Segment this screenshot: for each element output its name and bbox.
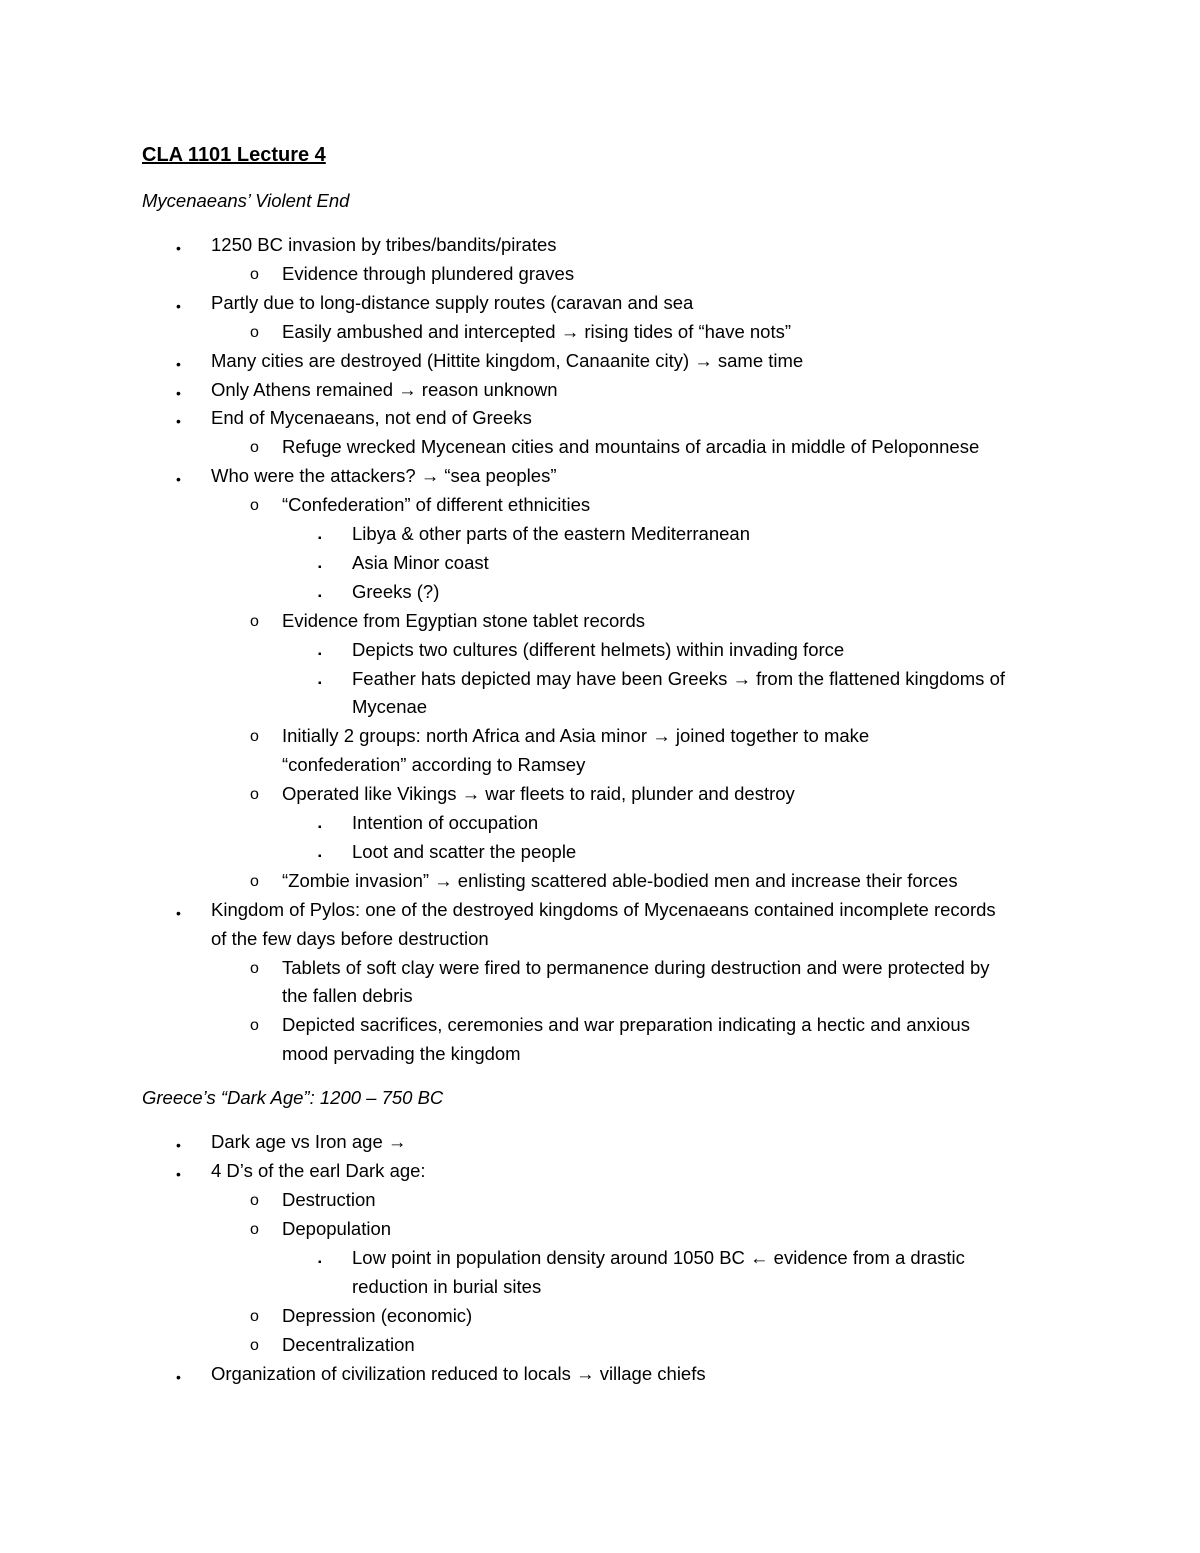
bullet-marker: • (176, 240, 181, 256)
list-item-text: Libya & other parts of the eastern Mediterranean (352, 523, 750, 544)
list-item-text: Who were the attackers? → “sea peoples” (211, 465, 557, 487)
bullet-marker: o (250, 872, 259, 890)
bullet-marker: o (250, 265, 259, 283)
list-item-text: the fallen debris (282, 985, 413, 1007)
bullet-marker: • (176, 1369, 181, 1385)
document-title: CLA 1101 Lecture 4 (142, 144, 326, 166)
list-item-text: Initially 2 groups: north Africa and Asia minor → joined together to make (282, 725, 870, 747)
section-heading-mycenaeans: Mycenaeans’ Violent End (142, 190, 350, 211)
bullet-marker: ▪ (318, 590, 322, 602)
list-item-text: “confederation” according to Ramsey (282, 754, 586, 776)
list-item-text: Only Athens remained → reason unknown (211, 378, 558, 400)
bullet-marker: ▪ (318, 1257, 322, 1268)
list-item-text: Evidence through plundered graves (282, 262, 575, 284)
list-item-text: Easily ambushed and intercepted → rising tides of “have nots” (282, 320, 792, 342)
list-item-text: Dark age vs Iron age → (211, 1131, 407, 1152)
list-item-text: “Zombie invasion” → enlisting scattered able-bodied men and increase their forces (282, 869, 958, 891)
bullet-marker: ▪ (318, 561, 322, 573)
list-item-text: Loot and scatter the people (352, 840, 577, 862)
list-item-text: Partly due to long-distance supply routes (caravan and sea (211, 291, 694, 313)
bullet-marker: o (250, 1308, 259, 1325)
list-item-text: Depicts two cultures (different helmets) within invading force (352, 638, 845, 660)
bullet-marker: ▪ (318, 677, 322, 689)
bullet-marker: • (176, 471, 181, 488)
list-item-text: reduction in burial sites (352, 1276, 542, 1297)
list-item-text: Tablets of soft clay were fired to permanence during destruction and were protected by (282, 956, 990, 978)
list-item-text: Intention of occupation (352, 812, 539, 833)
bullet-marker: • (176, 1166, 181, 1182)
bullet-marker: o (250, 323, 259, 341)
bullet-marker: • (176, 904, 181, 921)
bullet-marker: o (250, 1192, 259, 1209)
list-item-text: Kingdom of Pylos: one of the destroyed kingdoms of Mycenaeans contained incomplete records (211, 898, 996, 920)
bullet-marker: ▪ (318, 533, 322, 544)
list-item-text: Depression (economic) (282, 1305, 473, 1326)
list-item-text: Destruction (282, 1189, 376, 1210)
bullet-marker: • (176, 1137, 181, 1153)
bullet-marker: o (250, 497, 259, 515)
bullet-marker: o (250, 1337, 259, 1354)
bullet-marker: o (250, 439, 259, 457)
bullet-marker: • (176, 355, 181, 372)
list-item-text: Asia Minor coast (352, 551, 489, 573)
bullet-marker: • (176, 297, 181, 314)
list-item-text: of the few days before destruction (211, 927, 489, 949)
list-item-text: End of Mycenaeans, not end of Greeks (211, 407, 532, 429)
list-item-text: Feather hats depicted may have been Greeks → from the flattened kingdoms of (352, 667, 1005, 689)
list-item-text: 4 D’s of the earl Dark age: (211, 1160, 426, 1181)
list-item-text: Organization of civilization reduced to locals → village chiefs (211, 1363, 706, 1384)
bullet-marker: ▪ (318, 648, 322, 660)
bullet-marker: o (250, 1017, 259, 1035)
bullet-marker: o (250, 959, 259, 977)
list-item-text: Depicted sacrifices, ceremonies and war preparation indicating a hectic and anxious (282, 1014, 970, 1036)
list-item-text: Refuge wrecked Mycenean cities and mountains of arcadia in middle of Peloponnese (282, 436, 980, 458)
list-item-text: Greeks (?) (352, 580, 440, 602)
list-item-text: Evidence from Egyptian stone tablet records (282, 609, 645, 631)
bullet-marker: o (250, 786, 259, 804)
bullet-marker: • (176, 384, 181, 401)
list-item-text: “Confederation” of different ethnicities (282, 494, 591, 516)
list-item-text: Mycenae (352, 696, 428, 718)
section-heading-dark-age: Greece’s “Dark Age”: 1200 – 750 BC (142, 1087, 444, 1108)
list-item-text: Low point in population density around 1050 BC ← evidence from a drastic (352, 1247, 965, 1268)
bullet-marker: • (176, 413, 181, 430)
list-item-text: 1250 BC invasion by tribes/bandits/pirates (211, 234, 557, 255)
bullet-marker: o (250, 728, 259, 746)
bullet-marker: ▪ (318, 822, 322, 833)
list-item-text: Decentralization (282, 1334, 415, 1355)
bullet-marker: o (250, 1221, 259, 1238)
list-item-text: mood pervading the kingdom (282, 1043, 521, 1065)
list-item-text: Depopulation (282, 1218, 392, 1239)
bullet-marker: o (250, 612, 259, 630)
list-item-text: Operated like Vikings → war fleets to raid, plunder and destroy (282, 783, 795, 805)
bullet-marker: ▪ (318, 850, 322, 862)
list-item-text: Many cities are destroyed (Hittite kingdom, Canaanite city) → same time (211, 349, 804, 371)
